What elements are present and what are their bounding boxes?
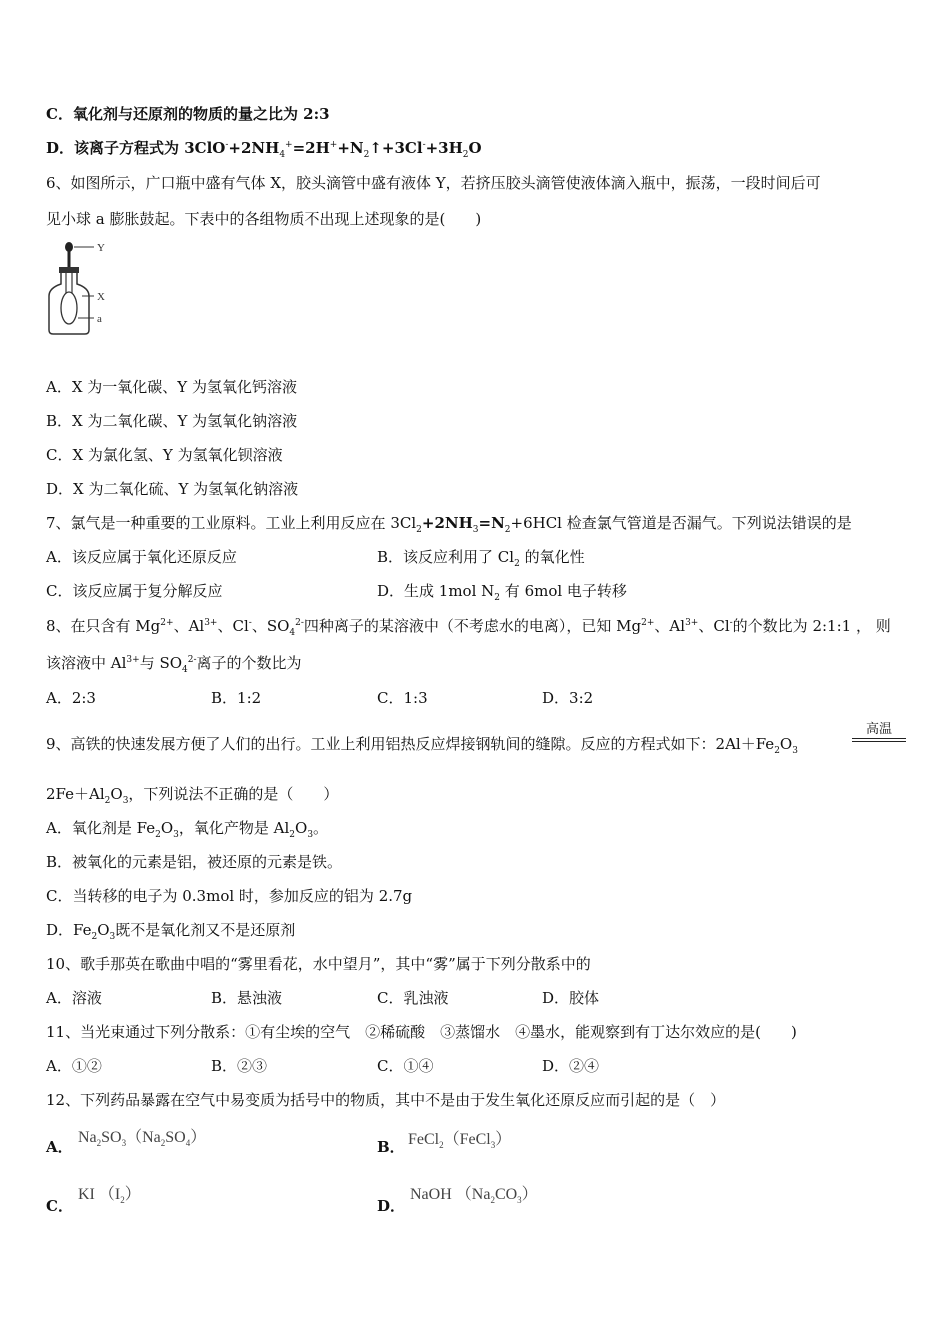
q9-stem-line2: $2Fe+Al_2O_3$，下列说法不正确的是（ ） [46,785,339,806]
q7-stem: 7、氯气是一种重要的工业原料。工业上利用反应在 $3Cl_2+2NH_3=N_2+6HCl$ 检查氯气管道是否漏气。下列说法错误的是 [46,514,852,535]
q8-option-b: B．1:2 [211,689,262,707]
option-d-ionic-equation: D．该离子方程式为 $3ClO^-+2NH_4^+=2H^++N_2↑+3Cl^-+3H_2O$ [46,139,482,160]
q7-option-b: B．该反应利用了 $Cl_2$ 的氧化性 [377,548,585,569]
flask-dropper-diagram [44,238,114,342]
q7-option-a: A．该反应属于氧化还原反应 [46,548,237,566]
q8-stem-line1: 8、在只含有 $Mg^{2+}$、$Al^{3+}$、Cl-、$SO_4^{2-}$四种离子的某溶液中（不考虑水的电离），已知 $Mg^{2+}$、$Al^{3+}$、Cl-的个数比为 2:1:1 ， 则 [46,617,891,638]
q10-option-b: B．悬浊液 [211,989,283,1007]
q9-option-a: A．氧化剂是 $Fe_2O_3$，氧化产物是 $Al_2O_3$。 [46,819,329,840]
q10-stem: 10、歌手那英在歌曲中唱的“雾里看花，水中望月”，其中“雾”属于下列分散系中的 [46,955,591,973]
q9-option-d: D．$Fe_2O_3$既不是氧化剂又不是还原剂 [46,921,296,942]
wide-mouth-bottle [49,273,89,334]
q11-option-c: C．①④ [377,1057,434,1075]
q6-option-b: B．X 为二氧化碳、Y 为氢氧化钠溶液 [46,412,298,430]
q8-option-a: A．2:3 [46,689,96,707]
q11-option-b: B．②③ [211,1057,268,1075]
q8-option-c: C．1:3 [377,689,428,707]
q11-option-a: A．①② [46,1057,102,1075]
q9-option-b: B．被氧化的元素是铝，被还原的元素是铁。 [46,853,343,871]
q9-option-c: C．当转移的电子为 0.3mol 时，参加反应的铝为 2.7g [46,887,413,905]
q6-option-c: C．X 为氯化氢、Y 为氢氧化钡溶液 [46,446,283,464]
dropper-bulb [65,242,73,252]
option-c-ratio: C．氧化剂与还原剂的物质的量之比为 2:3 [46,105,330,123]
label-x: X [97,291,105,303]
q11-stem: 11、当光束通过下列分散系：①有尘埃的空气 ②稀硫酸 ③蒸馏水 ④墨水，能观察到有丁达尔效应的是( ) [46,1023,797,1041]
q12-option-c-formula: KI $(I_2)$ [78,1186,141,1206]
q12-option-d-label: D． [377,1197,406,1215]
q9-stem-line1: 9、高铁的快速发展方便了人们的出行。工业上利用铝热反应焊接钢轨间的缝隙。反应的方程式如下：$2Al+Fe_2O_3$ [46,735,798,756]
q12-option-c-label: C． [46,1197,73,1215]
label-y: Y [97,242,105,254]
q12-option-b-label: B． [377,1138,405,1156]
q12-option-b-formula: FeCl$_2$（FeCl$_3$） [408,1131,512,1151]
q8-option-d: D．3:2 [542,689,594,707]
q6-option-a: A．X 为一氧化碳、Y 为氢氧化钙溶液 [46,378,297,396]
reaction-condition-arrow [852,718,906,742]
balloon-a [61,292,77,324]
q10-option-d: D．胶体 [542,989,600,1007]
stopper [59,267,79,273]
q11-option-d: D．②④ [542,1057,600,1075]
q7-option-c: C．该反应属于复分解反应 [46,582,223,600]
q12-option-d-formula: NaOH $(Na_2CO_3)$ [410,1186,538,1206]
q10-option-a: A．溶液 [46,989,102,1007]
q12-option-a-formula: $Na_2SO_3(Na_2SO_4)$ [78,1129,207,1149]
q12-option-a-label: A． [46,1138,73,1156]
q6-stem-line1: 6、如图所示，广口瓶中盛有气体 X，胶头滴管中盛有液体 Y，若挤压胶头滴管使液体滴入瓶中，振荡，一段时间后可 [46,174,821,192]
q12-stem: 12、下列药品暴露在空气中易变质为括号中的物质，其中不是由于发生氧化还原反应而引起的是（ ） [46,1091,726,1109]
label-a: a [97,313,102,325]
q10-option-c: C．乳浊液 [377,989,449,1007]
condition-high-temp: 高温 [865,722,892,737]
q6-option-d: D．X 为二氧化硫、Y 为氢氧化钠溶液 [46,480,299,498]
q7-option-d: D．生成 1mol $N_2$ 有 6mol 电子转移 [377,582,627,603]
q6-stem-line2: 见小球 a 膨胀鼓起。下表中的各组物质不出现上述现象的是( ) [46,210,482,228]
q8-stem-line2: 该溶液中 $Al^{3+}$与 $SO_4^{2-}$离子的个数比为 [46,654,302,675]
